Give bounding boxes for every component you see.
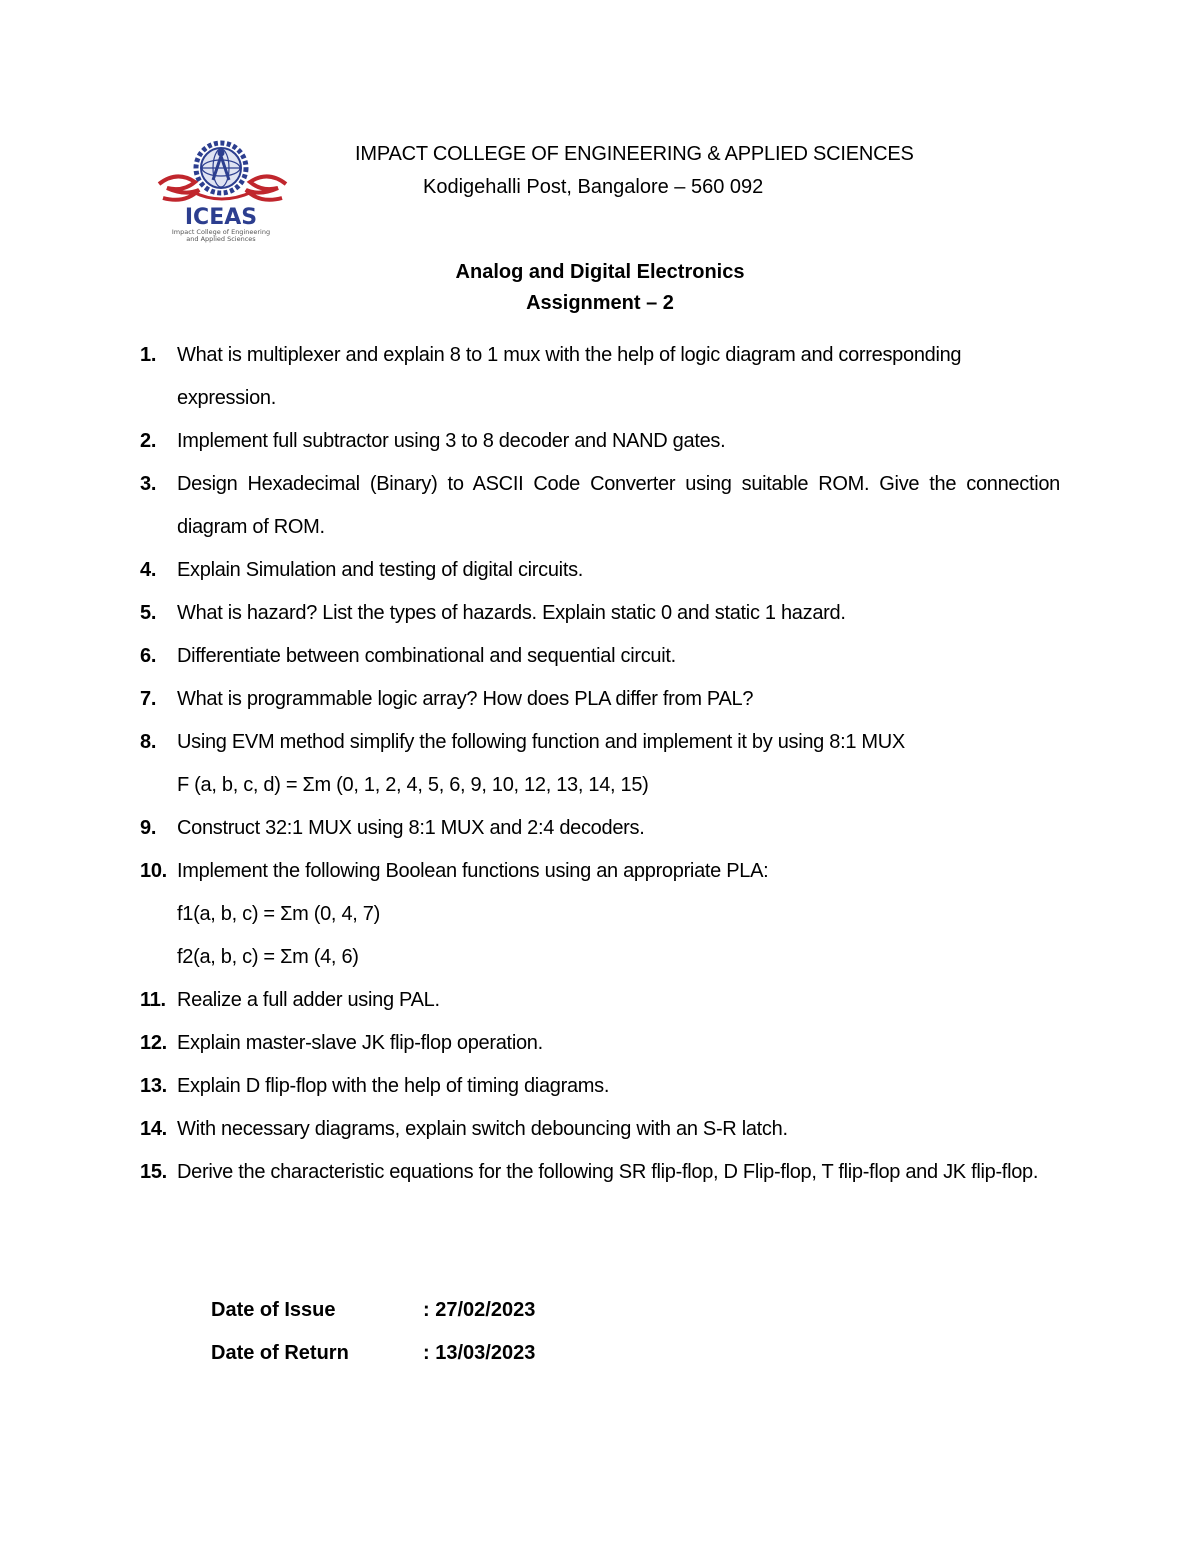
question-item [140,1151,1060,1194]
svg-text:ICEAS: ICEAS [184,205,258,230]
svg-text:Impact College of Engineering: Impact College of Engineering [171,228,271,236]
question-item [140,463,1060,549]
question-number: 8. [140,731,157,753]
question-number: 4. [140,559,157,581]
function-expression: f1(a, b, c) = Σm (0, 4, 7) [177,903,380,925]
question-number: 3. [140,473,157,495]
question-item [140,850,1060,979]
return-date-value: : 13/03/2023 [423,1342,536,1364]
return-date-label: Date of Return [211,1342,349,1364]
subject-title: Analog and Digital Electronics [455,261,745,283]
question-text: Construct 32:1 MUX using 8:1 MUX and 2:4 decoders. [177,817,645,839]
question-item [140,1108,1060,1151]
question-number: 2. [140,430,157,452]
question-number: 9. [140,817,157,839]
question-text: Explain D flip-flop with the help of timing diagrams. [177,1075,610,1097]
question-text: What is hazard? List the types of hazards. Explain static 0 and static 1 hazard. [177,602,846,624]
function-expression: F (a, b, c, d) = Σm (0, 1, 2, 4, 5, 6, 9, 10, 12, 13, 14, 15) [177,774,649,796]
question-text: What is multiplexer and explain 8 to 1 mux with the help of logic diagram and corresponding expression. [177,344,962,409]
question-item [140,420,1060,463]
svg-text:and Applied Sciences: and Applied Sciences [186,235,256,243]
college-address: Kodigehalli Post, Bangalore – 560 092 [423,176,764,198]
question-item [140,334,1060,420]
question-text: Implement full subtractor using 3 to 8 decoder and NAND gates. [177,430,726,452]
question-text: Implement the following Boolean functions using an appropriate PLA: [177,860,769,882]
question-text: Explain master-slave JK flip-flop operation. [177,1032,543,1054]
college-name: IMPACT COLLEGE OF ENGINEERING & APPLIED SCIENCES [355,143,914,165]
question-text: Derive the characteristic equations for the following SR flip-flop, D Flip-flop, T flip-flop and JK flip-flop. [177,1161,1039,1183]
issue-date-value: : 27/02/2023 [423,1299,536,1321]
question-item [140,807,1060,850]
question-item [140,1022,1060,1065]
question-number: 15. [140,1161,167,1183]
question-number: 13. [140,1075,167,1097]
question-number: 12. [140,1032,167,1054]
question-number: 14. [140,1118,167,1140]
question-item [140,1065,1060,1108]
question-text: Design Hexadecimal (Binary) to ASCII Code Converter using suitable ROM. Give the connection diagram of ROM. [177,473,1060,538]
question-text: Using EVM method simplify the following function and implement it by using 8:1 MUX [177,731,905,753]
issue-date-label: Date of Issue [211,1299,336,1321]
assignment-title: Assignment – 2 [526,292,674,314]
question-item [140,635,1060,678]
question-text: What is programmable logic array? How does PLA differ from PAL? [177,688,754,710]
question-text: Differentiate between combinational and sequential circuit. [177,645,676,667]
question-item [140,592,1060,635]
question-number: 10. [140,860,167,882]
question-item [140,721,1060,807]
question-text: Explain Simulation and testing of digital circuits. [177,559,584,581]
question-number: 5. [140,602,157,624]
college-logo [155,140,290,244]
iceas-logo-icon [155,140,290,244]
question-item [140,549,1060,592]
question-item [140,979,1060,1022]
question-number: 11. [140,989,166,1011]
question-text: With necessary diagrams, explain switch debouncing with an S-R latch. [177,1118,788,1140]
question-item [140,678,1060,721]
question-number: 6. [140,645,157,667]
question-list [140,334,1060,1194]
question-text: Realize a full adder using PAL. [177,989,440,1011]
function-expression: f2(a, b, c) = Σm (4, 6) [177,946,359,968]
question-number: 7. [140,688,157,710]
question-number: 1. [140,344,157,366]
